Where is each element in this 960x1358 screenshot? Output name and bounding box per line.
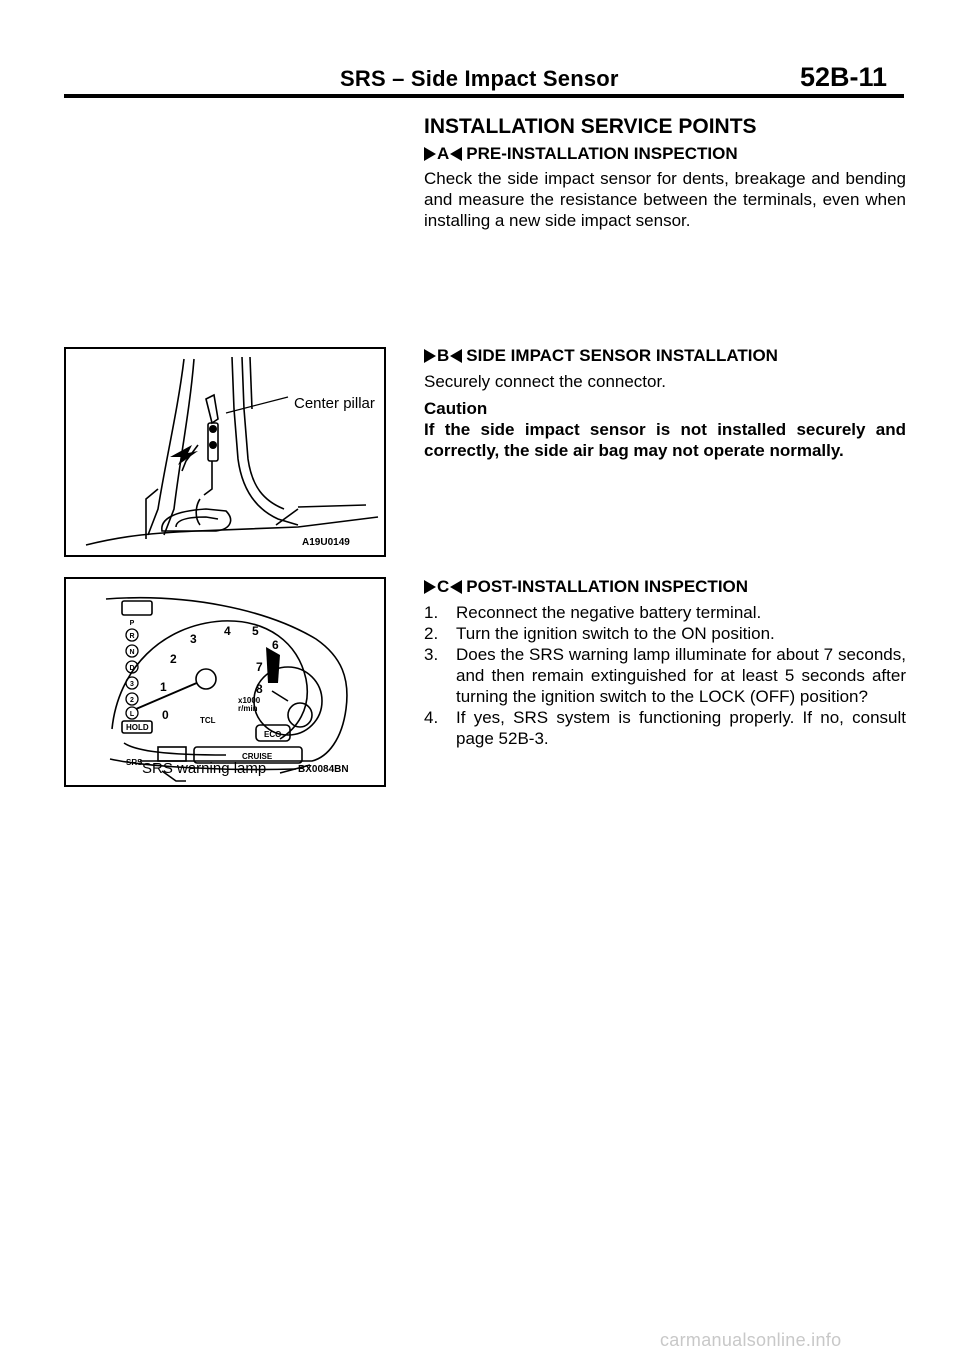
section-b-text: Securely connect the connector. xyxy=(424,372,666,391)
tach-unit-label: x1000 xyxy=(238,696,261,705)
footer-watermark: carmanualsonline.info xyxy=(660,1330,842,1350)
figure-code: BX0084BN xyxy=(298,764,349,775)
gear-letter: 3 xyxy=(130,681,134,688)
list-item: 1. Reconnect the negative battery terminal. xyxy=(424,603,762,622)
eco-label: ECO xyxy=(264,730,282,739)
section-b-heading-text: SIDE IMPACT SENSOR INSTALLATION xyxy=(466,346,778,365)
section-a-heading-text: PRE-INSTALLATION INSPECTION xyxy=(466,144,738,163)
section-a xyxy=(424,143,906,231)
list-item: 2. Turn the ignition switch to the ON position. xyxy=(424,624,775,643)
center-pillar-figure xyxy=(64,347,386,557)
center-pillar-label: Center pillar xyxy=(294,395,375,412)
tach-number: 5 xyxy=(252,624,259,638)
srs-small-label: SRS xyxy=(126,758,143,767)
caution-text: If the side impact sensor is not installed securely and correctly, the side air bag may not operate normally. xyxy=(424,420,906,460)
left-triangle-icon xyxy=(450,147,462,161)
tach-number: 1 xyxy=(160,680,167,694)
tach-number: 0 xyxy=(162,708,169,722)
gear-letter: N xyxy=(129,649,135,656)
right-triangle-icon xyxy=(424,580,436,594)
hold-label: HOLD xyxy=(126,723,149,732)
tcl-label: TCL xyxy=(200,716,216,725)
center-pillar-drawing xyxy=(66,349,384,555)
instrument-cluster-drawing xyxy=(66,579,384,785)
srs-warning-lamp-label: SRS warning lamp xyxy=(142,760,267,777)
right-triangle-icon xyxy=(424,147,436,161)
left-triangle-icon xyxy=(450,580,462,594)
section-c-marker: C xyxy=(437,577,450,596)
section-c xyxy=(424,576,906,749)
tach-number: 4 xyxy=(224,624,231,638)
section-c-heading xyxy=(424,576,906,597)
section-b xyxy=(424,345,906,461)
tach-number: 7 xyxy=(256,660,263,674)
instrument-cluster-figure xyxy=(64,577,386,787)
tach-number: 6 xyxy=(272,638,279,652)
gear-letter: L xyxy=(129,711,135,718)
list-item: 4. If yes, SRS system is functioning properly. If no, consult page 52B-3. xyxy=(424,708,906,748)
tach-number: 8 xyxy=(256,682,263,696)
section-a-heading xyxy=(424,143,906,164)
inspection-steps xyxy=(424,602,906,749)
gear-letter: 2 xyxy=(130,697,134,704)
section-c-heading-text: POST-INSTALLATION INSPECTION xyxy=(466,577,749,596)
cruise-label: CRUISE xyxy=(242,752,273,761)
caution-label: Caution xyxy=(424,399,488,418)
tach-number: 3 xyxy=(190,632,197,646)
header-rule xyxy=(64,94,904,98)
right-triangle-icon xyxy=(424,349,436,363)
gear-letter: D xyxy=(129,665,135,672)
gear-letter: P xyxy=(129,620,135,627)
section-a-marker: A xyxy=(437,144,450,163)
tach-unit-label: r/min xyxy=(238,704,258,713)
figure-code: A19U0149 xyxy=(302,537,350,548)
page-title: SRS – Side Impact Sensor xyxy=(340,66,619,91)
list-item: 3. Does the SRS warning lamp illuminate for about 7 seconds, and then remain extinguished for at least 5 seconds after turning the ignition switch to the LOCK (OFF) position? xyxy=(424,645,906,706)
section-b-marker: B xyxy=(437,346,450,365)
section-a-text: Check the side impact sensor for dents, breakage and bending and measure the resistance between the terminals, even when installing a new side impact sensor. xyxy=(424,169,906,230)
tach-number: 2 xyxy=(170,652,177,666)
section-b-heading xyxy=(424,345,906,366)
section-title: INSTALLATION SERVICE POINTS xyxy=(424,115,757,138)
page-number: 52B-11 xyxy=(800,62,888,92)
gear-letter: R xyxy=(129,633,135,640)
left-triangle-icon xyxy=(450,349,462,363)
